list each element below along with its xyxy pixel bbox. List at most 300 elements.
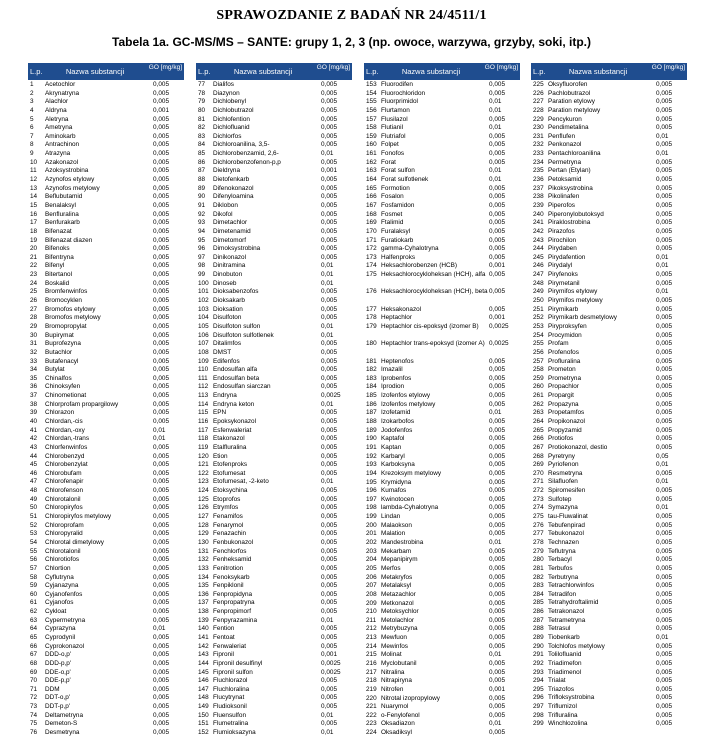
row-lp: 274	[533, 504, 544, 512]
row-go: 0,01	[321, 478, 334, 486]
row-substance: Tebukonazol	[548, 530, 584, 538]
row-substance: Chlorobenzylat	[45, 461, 88, 469]
table-row	[364, 202, 520, 211]
row-lp: 170	[366, 227, 377, 235]
row-go: 0,005	[321, 305, 337, 313]
row-lp: 237	[533, 184, 544, 192]
row-lp: 51	[30, 513, 38, 521]
row-substance: Winchlozolina	[548, 720, 588, 728]
row-go: 0,005	[153, 89, 169, 97]
row-lp: 62	[30, 608, 38, 616]
row-go: 0,005	[656, 590, 672, 598]
table-row	[28, 383, 184, 392]
row-lp: 187	[366, 409, 377, 417]
row-lp: 122	[198, 469, 209, 477]
table-row	[196, 193, 352, 202]
row-substance: Pentachloroanilina	[548, 150, 601, 158]
row-go: 0,005	[321, 677, 337, 685]
row-lp: 152	[198, 729, 209, 737]
row-substance: Trialat	[548, 677, 566, 685]
table-row	[531, 651, 687, 660]
row-lp: 172	[366, 245, 377, 253]
table-row	[196, 599, 352, 608]
row-go: 0,005	[656, 426, 672, 434]
row-lp: 148	[198, 694, 209, 702]
row-substance: Krezoksym metylowy	[381, 469, 442, 477]
table-row	[196, 556, 352, 565]
row-substance: Izokarbofos	[381, 418, 415, 426]
table-row	[28, 453, 184, 462]
table-row	[196, 211, 352, 220]
row-go: 0,005	[656, 487, 672, 495]
row-go: 0,005	[656, 495, 672, 503]
table-subtitle: Tabela 1a. GC-MS/MS – SANTE: grupy 1, 2, 3 (np. owoce, warzywa, grzyby, soki, itp.)	[112, 35, 591, 49]
table-row	[196, 694, 352, 703]
row-substance: Piryproksyfen	[548, 322, 587, 330]
row-substance: Dimetachlor	[213, 219, 248, 227]
row-substance: Pendimetalina	[548, 124, 589, 132]
row-go: 0,01	[321, 271, 334, 279]
row-substance: Demeton-S	[45, 720, 78, 728]
table-row	[531, 202, 687, 211]
row-substance: Forat sulfon	[381, 167, 415, 175]
row-lp: 273	[533, 495, 544, 503]
table-row	[196, 409, 352, 418]
row-go: 0,001	[489, 262, 505, 270]
row-go: 0,005	[489, 703, 505, 711]
row-go: 0,005	[153, 616, 169, 624]
row-go: 0,005	[321, 443, 337, 451]
table-row	[196, 574, 352, 583]
row-lp: 19	[30, 236, 38, 244]
row-lp: 177	[366, 305, 377, 313]
row-lp: 270	[533, 469, 544, 477]
row-go: 0,005	[321, 513, 337, 521]
row-substance: Fluorochloridon	[381, 89, 426, 97]
row-go: 0,005	[489, 452, 505, 460]
row-substance: Dichlobutrazol	[213, 106, 254, 114]
row-substance: gamma-Cyhalotryna	[381, 245, 439, 253]
row-go: 0,005	[656, 556, 672, 564]
row-go: 0,005	[656, 469, 672, 477]
table-row	[196, 703, 352, 712]
table-row	[28, 418, 184, 427]
table-row	[531, 306, 687, 315]
row-go: 0,005	[153, 711, 169, 719]
row-substance: Fention	[213, 625, 235, 633]
row-substance: Fluorodifen	[381, 81, 413, 88]
row-go: 0,005	[153, 305, 169, 313]
row-lp: 220	[366, 694, 377, 702]
table-row	[531, 409, 687, 418]
row-substance: Chinalfos	[45, 374, 72, 382]
table-row	[196, 297, 352, 306]
row-substance: Pirazofos	[548, 227, 575, 235]
row-lp: 242	[533, 227, 544, 235]
table-row	[28, 478, 184, 487]
table-row	[196, 340, 352, 349]
header-lp: L.p.	[30, 67, 43, 76]
row-substance: Buprofezyna	[45, 340, 81, 348]
row-go: 0,005	[489, 383, 505, 391]
row-substance: Cypermetryna	[45, 616, 86, 624]
row-lp: 171	[366, 236, 377, 244]
row-substance: Oksyfluorofen	[548, 81, 588, 88]
row-substance: Dichlorfos	[213, 132, 242, 140]
row-lp: 3	[30, 98, 34, 106]
row-lp: 11	[30, 167, 37, 175]
row-lp: 281	[533, 564, 544, 572]
row-lp: 37	[30, 392, 38, 400]
row-go: 0,005	[153, 521, 169, 529]
table-row	[364, 358, 520, 367]
row-substance: Symazyna	[548, 504, 578, 512]
table-row	[28, 617, 184, 626]
row-lp: 174	[366, 262, 377, 270]
row-substance: Heptachlor trans-epoksyd (izomer A)	[381, 340, 485, 348]
row-substance: Aletryna	[45, 115, 69, 123]
row-go: 0,005	[656, 573, 672, 581]
row-go: 0,005	[153, 582, 169, 590]
row-go: 0,005	[321, 236, 337, 244]
row-go: 0,005	[656, 245, 672, 253]
row-go: 0,005	[321, 366, 337, 374]
row-go: 0,005	[321, 538, 337, 546]
row-substance: Flusilazol	[381, 115, 408, 123]
row-go: 0,005	[153, 469, 169, 477]
table-row	[196, 150, 352, 159]
table-row	[28, 349, 184, 358]
table-row	[196, 634, 352, 643]
row-go: 0,005	[321, 487, 337, 495]
table-row	[196, 625, 352, 634]
table-row	[364, 669, 520, 678]
table-row	[531, 504, 687, 513]
table-row	[364, 504, 520, 513]
table-row	[531, 591, 687, 600]
table-row	[28, 107, 184, 116]
row-lp: 5	[30, 115, 34, 123]
row-substance: Propikonazol	[548, 417, 585, 425]
row-substance: Tiobenkarb	[548, 634, 580, 641]
row-substance: Etrymfos	[213, 504, 239, 512]
row-lp: 203	[366, 547, 377, 555]
row-lp: 204	[366, 556, 377, 564]
row-substance: Chlorazon	[45, 409, 75, 417]
row-lp: 83	[198, 132, 206, 140]
row-go: 0,01	[656, 132, 669, 140]
row-go: 0,005	[656, 685, 672, 693]
row-substance: Oksadiksyl	[381, 729, 412, 737]
row-lp: 226	[533, 89, 544, 97]
row-lp: 16	[30, 210, 38, 218]
row-substance: Metkonazol	[381, 599, 414, 607]
row-substance: Chloroprofam	[45, 521, 84, 529]
table-row	[364, 306, 520, 315]
table-column-1	[28, 63, 184, 738]
row-substance: Aminokarb	[45, 132, 76, 140]
table-row	[28, 530, 184, 539]
table-row	[364, 383, 520, 392]
row-lp: 105	[198, 322, 209, 330]
table-row	[28, 202, 184, 211]
table-row	[28, 288, 184, 297]
table-row	[364, 522, 520, 531]
table-row	[196, 314, 352, 323]
table-row	[196, 358, 352, 367]
row-go: 0,01	[489, 98, 502, 106]
row-lp: 92	[198, 210, 206, 218]
row-go: 0,005	[656, 677, 672, 685]
row-lp: 266	[533, 435, 544, 443]
table-row	[364, 729, 520, 738]
row-substance: Dietofenkarb	[213, 176, 250, 184]
row-lp: 113	[198, 392, 209, 400]
row-substance: Bupirymat	[45, 331, 74, 339]
row-substance: Chlorfenwinfos	[45, 443, 88, 451]
table-header	[531, 63, 687, 80]
row-go: 0,005	[321, 176, 337, 184]
row-lp: 32	[30, 348, 38, 356]
row-go: 0,005	[321, 193, 337, 201]
row-substance: Chlorofenson	[45, 487, 84, 495]
table-row	[531, 176, 687, 185]
row-lp: 231	[533, 132, 544, 140]
row-substance: Etakonazol	[213, 435, 245, 443]
row-go: 0,01	[153, 426, 166, 434]
row-go: 0,005	[321, 141, 337, 149]
row-lp: 165	[366, 184, 377, 192]
row-substance: Etion	[213, 452, 228, 460]
row-substance: Terbacyl	[548, 556, 572, 564]
header-name: Nazwa substancji	[568, 67, 628, 76]
table-row	[28, 720, 184, 729]
row-go: 0,01	[153, 435, 166, 443]
table-row	[28, 634, 184, 643]
row-lp: 145	[198, 668, 209, 676]
row-lp: 243	[533, 236, 544, 244]
table-row	[28, 444, 184, 453]
row-go: 0,005	[656, 184, 672, 192]
row-go: 0,005	[153, 132, 169, 140]
row-substance: Pencykuron	[548, 115, 582, 123]
row-substance: DDE-o,p'	[45, 668, 71, 676]
row-substance: DDT-o,p'	[45, 694, 71, 702]
row-go: 0,005	[153, 530, 169, 538]
row-go: 0,005	[489, 81, 505, 88]
row-lp: 212	[366, 625, 377, 633]
table-row	[196, 504, 352, 513]
row-go: 0,005	[321, 124, 337, 132]
row-substance: Dialifos	[213, 81, 234, 88]
row-substance: Heptachlor cis-epoksyd (izomer B)	[381, 322, 479, 330]
table-row	[364, 366, 520, 375]
row-go: 0,005	[153, 659, 169, 667]
row-lp: 158	[366, 124, 377, 132]
table-row	[531, 141, 687, 150]
row-go: 0,005	[321, 547, 337, 555]
row-substance: Dichlorobenzofenon-p,p	[213, 158, 281, 166]
row-substance: Dichlofluanid	[213, 124, 250, 132]
table-row	[196, 288, 352, 297]
table-row	[364, 617, 520, 626]
row-substance: Trifloksystrobina	[548, 694, 595, 702]
table-row	[364, 401, 520, 410]
report-title: SPRAWOZDANIE Z BADAŃ NR 24/4511/1	[216, 8, 487, 23]
row-lp: 66	[30, 642, 38, 650]
table-row	[531, 720, 687, 729]
row-go: 0,005	[656, 608, 672, 616]
row-go: 0,005	[656, 694, 672, 702]
row-go: 0,005	[153, 720, 169, 728]
table-row	[196, 496, 352, 505]
row-go: 0,01	[656, 262, 669, 270]
row-lp: 135	[198, 582, 209, 590]
row-lp: 90	[198, 193, 206, 201]
row-go: 0,005	[153, 383, 169, 391]
row-go: 0,005	[656, 236, 672, 244]
row-lp: 234	[533, 158, 544, 166]
table-row	[531, 461, 687, 470]
table-row	[196, 167, 352, 176]
row-lp: 183	[366, 374, 377, 382]
table-row	[196, 651, 352, 660]
row-lp: 10	[30, 158, 38, 166]
row-substance: Technazen	[548, 538, 579, 546]
row-go: 0,005	[321, 417, 337, 425]
row-substance: Prometon	[548, 366, 576, 374]
table-row	[196, 280, 352, 289]
table-column-4	[531, 63, 687, 729]
row-lp: 230	[533, 124, 544, 132]
row-substance: Resmetryna	[548, 469, 583, 477]
row-lp: 153	[366, 81, 377, 88]
row-lp: 155	[366, 98, 377, 106]
row-go: 0,005	[321, 158, 337, 166]
row-lp: 209	[366, 599, 377, 607]
row-substance: Fenheksamid	[213, 556, 252, 564]
row-substance: Fenbukonazol	[213, 538, 254, 546]
row-go: 0,005	[489, 357, 505, 365]
row-go: 0,005	[153, 651, 169, 659]
row-lp: 131	[198, 547, 209, 555]
row-substance: Tetrachlorwinfos	[548, 582, 595, 590]
table-row	[28, 591, 184, 600]
row-lp: 22	[30, 262, 38, 270]
row-lp: 21	[30, 253, 38, 261]
table-row	[364, 574, 520, 583]
table-row	[196, 81, 352, 90]
row-lp: 249	[533, 288, 544, 296]
row-go: 0,005	[489, 236, 505, 244]
table-row	[28, 435, 184, 444]
row-lp: 58	[30, 573, 38, 581]
row-go: 0,005	[656, 435, 672, 443]
row-substance: Difenokonazol	[213, 184, 254, 192]
row-substance: Metazachlor	[381, 590, 416, 598]
row-lp: 190	[366, 435, 377, 443]
row-go: 0,005	[153, 495, 169, 503]
row-lp: 125	[198, 495, 209, 503]
row-go: 0,005	[489, 435, 505, 443]
row-lp: 88	[198, 176, 206, 184]
row-lp: 291	[533, 651, 544, 659]
row-substance: Dioksabenzofos	[213, 288, 259, 296]
row-substance: Cyprokonazol	[45, 642, 85, 650]
row-go: 0,005	[489, 253, 505, 261]
row-substance: Bitertanol	[45, 271, 72, 279]
table-row	[28, 496, 184, 505]
row-go: 0,005	[489, 115, 505, 123]
row-go: 0,05	[656, 452, 669, 460]
table-row	[531, 211, 687, 220]
row-go: 0,005	[489, 150, 505, 158]
row-go: 0,01	[321, 262, 334, 270]
row-go: 0,01	[489, 176, 502, 184]
table-row	[196, 185, 352, 194]
table-row	[28, 643, 184, 652]
row-substance: Propazyna	[548, 400, 579, 408]
row-lp: 185	[366, 392, 377, 400]
row-lp: 195	[366, 478, 377, 486]
row-substance: Azoksystrobina	[45, 167, 89, 175]
row-substance: Profluralina	[548, 357, 581, 365]
row-go: 0,01	[321, 400, 334, 408]
row-substance: Dikofol	[213, 210, 233, 218]
row-lp: 34	[30, 366, 38, 374]
row-lp: 29	[30, 322, 38, 330]
row-go: 0,005	[153, 374, 169, 382]
row-lp: 160	[366, 141, 377, 149]
table-row	[364, 677, 520, 686]
row-substance: Bromfenwinfos	[45, 288, 88, 296]
row-go: 0,005	[489, 443, 505, 451]
row-lp: 28	[30, 314, 38, 322]
row-substance: Pirymifos metylowy	[548, 297, 603, 305]
table-row	[28, 608, 184, 617]
row-substance: Merfos	[381, 564, 401, 572]
row-lp: 186	[366, 400, 377, 408]
row-go: 0,005	[489, 210, 505, 218]
row-lp: 7	[30, 132, 34, 140]
table-row	[531, 262, 687, 271]
table-row	[531, 358, 687, 367]
row-substance: Fenazachin	[213, 530, 247, 538]
table-row	[28, 133, 184, 142]
row-substance: Flurtamon	[381, 106, 410, 114]
row-go: 0,005	[656, 201, 672, 209]
row-go: 0,005	[321, 590, 337, 598]
row-lp: 59	[30, 582, 38, 590]
row-substance: Bromocyklen	[45, 297, 82, 305]
row-substance: Propyzamid	[548, 426, 582, 434]
row-go: 0,005	[656, 513, 672, 521]
row-substance: Chloropyralid	[45, 530, 83, 538]
row-lp: 224	[366, 729, 377, 737]
row-go: 0,005	[153, 124, 169, 132]
table-row	[28, 150, 184, 159]
row-lp: 50	[30, 504, 38, 512]
row-go: 0,005	[489, 590, 505, 598]
row-substance: Ditalimfos	[213, 340, 242, 348]
row-substance: Bifentryna	[45, 253, 74, 261]
row-go: 0,005	[656, 616, 672, 624]
row-go: 0,005	[489, 547, 505, 555]
row-lp: 27	[30, 305, 38, 313]
row-substance: Esfenwaleriat	[213, 426, 252, 434]
row-go: 0,005	[153, 158, 169, 166]
row-go: 0,005	[321, 245, 337, 253]
